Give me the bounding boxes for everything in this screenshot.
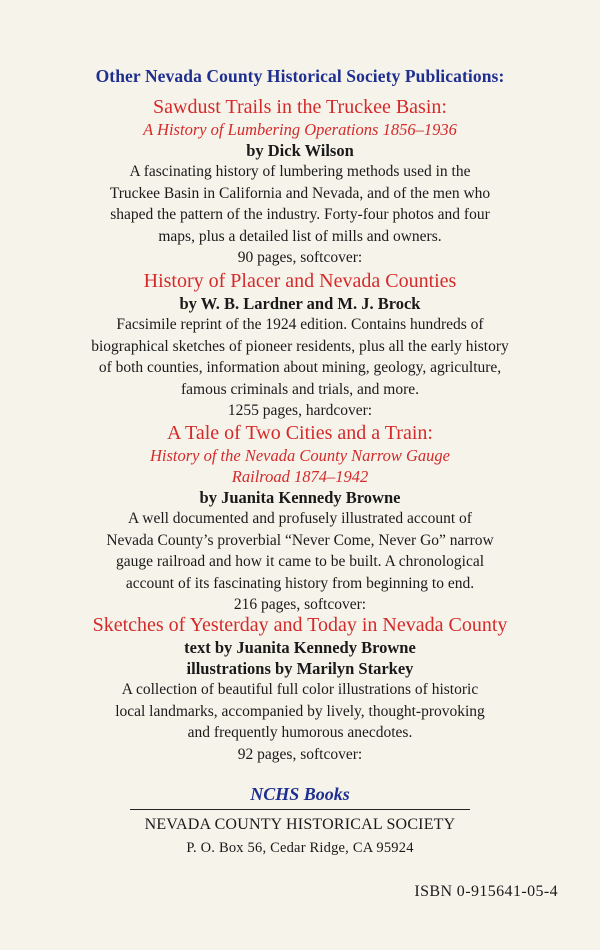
book-title: Sketches of Yesterday and Today in Nevada County <box>92 614 508 636</box>
book-description <box>0 508 600 594</box>
book-entry-sawdust-trails <box>0 96 600 269</box>
book-subtitle: A History of Lumbering Operations 1856–1936 <box>143 120 457 139</box>
description-line: of both counties, information about mining, geology, agriculture, <box>98 359 502 376</box>
divider-rule <box>130 809 470 810</box>
book-entry-sketches <box>0 614 600 765</box>
book-title: History of Placer and Nevada Counties <box>143 270 457 292</box>
publisher-address: P. O. Box 56, Cedar Ridge, CA 95924 <box>186 840 414 856</box>
book-description <box>0 161 600 247</box>
description-line: A well documented and profusely illustrated account of <box>128 510 472 527</box>
book-entry-tale-of-two-cities <box>0 422 600 616</box>
description-line: Facsimile reprint of the 1924 edition. Contains hundreds of <box>116 316 484 333</box>
description-line: biographical sketches of pioneer residents, plus all the early history <box>91 337 509 355</box>
description-line: A fascinating history of lumbering methods used in the <box>129 163 471 180</box>
description-line: shaped the pattern of the industry. Forty-four photos and four <box>110 206 490 223</box>
book-description <box>0 679 600 744</box>
book-subtitle: History of the Nevada County Narrow Gauge <box>149 446 451 465</box>
book-author: text by Juanita Kennedy Browne <box>184 638 416 657</box>
book-title: Sawdust Trails in the Truckee Basin: <box>153 96 447 118</box>
book-subtitle: Railroad 1874–1942 <box>231 467 369 486</box>
book-pages: 90 pages, softcover: <box>237 249 363 266</box>
description-line: and frequently humorous anecdotes. <box>187 724 413 741</box>
imprint-name: NCHS Books <box>250 784 350 804</box>
publisher-name: NEVADA COUNTY HISTORICAL SOCIETY <box>144 816 456 833</box>
book-illustrator: illustrations by Marilyn Starkey <box>186 659 414 678</box>
publications-heading: Other Nevada County Historical Society Publications: <box>95 66 505 86</box>
description-line: Nevada County’s proverbial “Never Come, Never Go” narrow <box>106 531 494 549</box>
description-line: Truckee Basin in California and Nevada, and of the men who <box>109 184 491 202</box>
book-author: by W. B. Lardner and M. J. Brock <box>179 294 421 313</box>
book-pages: 1255 pages, hardcover: <box>227 402 373 419</box>
book-description <box>0 314 600 400</box>
book-pages: 216 pages, softcover: <box>233 596 367 613</box>
description-line: maps, plus a detailed list of mills and owners. <box>158 227 442 245</box>
description-line: account of its fascinating history from beginning to end. <box>125 574 475 592</box>
book-entry-placer-nevada <box>0 270 600 422</box>
description-line: famous criminals and trials, and more. <box>180 380 420 398</box>
isbn: ISBN 0-915641-05-4 <box>414 883 558 900</box>
description-line: gauge railroad and how it came to be built. A chronological <box>115 553 485 570</box>
book-author: by Juanita Kennedy Browne <box>199 488 401 507</box>
description-line: local landmarks, accompanied by lively, thought-provoking <box>115 702 485 720</box>
book-pages: 92 pages, softcover: <box>237 745 363 763</box>
book-title: A Tale of Two Cities and a Train: <box>167 422 433 444</box>
book-author: by Dick Wilson <box>246 141 354 160</box>
description-line: A collection of beautiful full color illustrations of historic <box>121 681 479 698</box>
